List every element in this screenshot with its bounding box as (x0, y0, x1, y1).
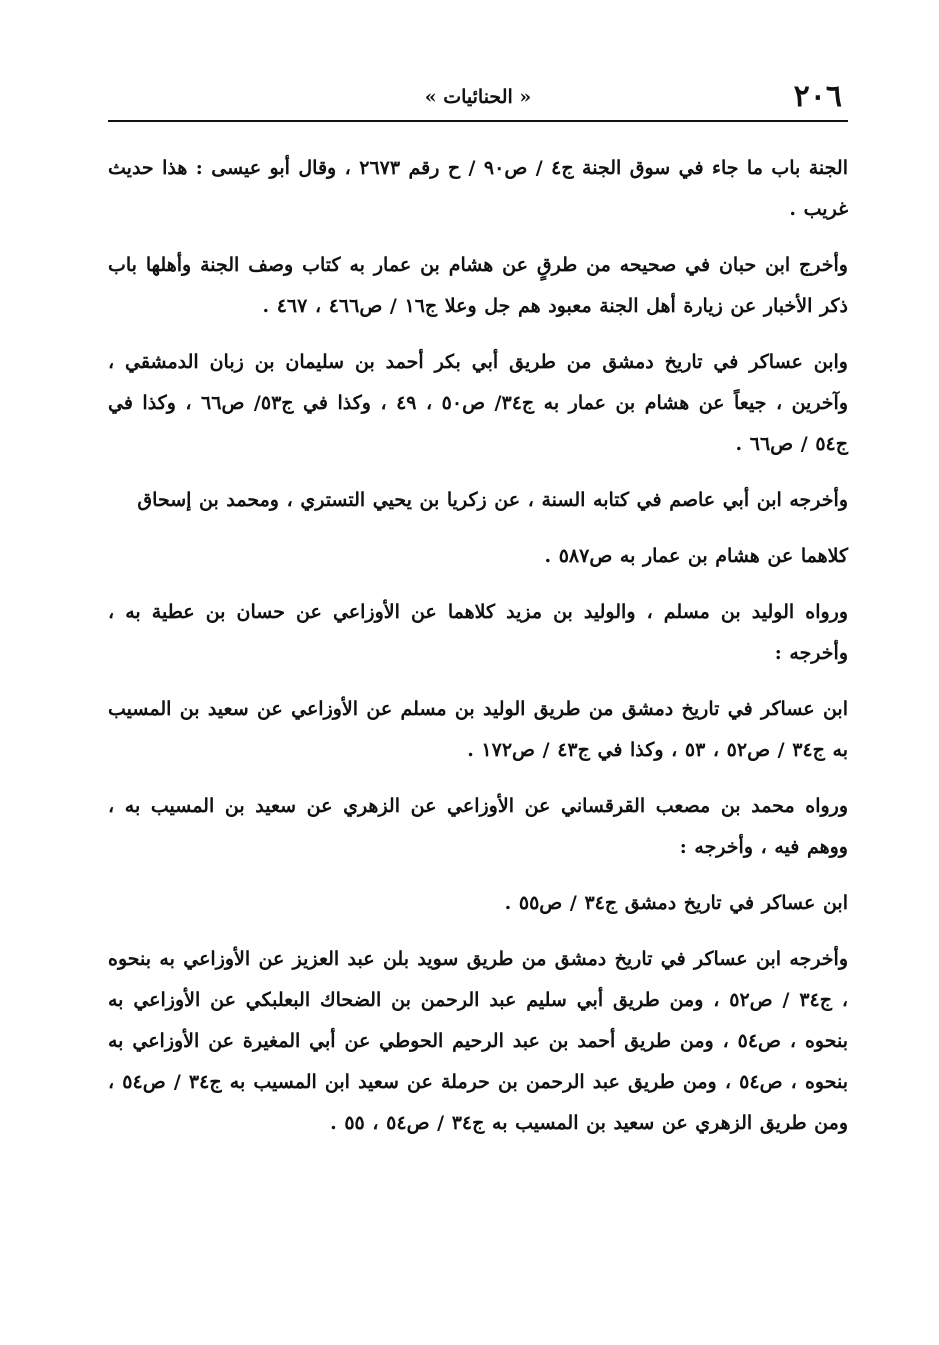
paragraph: وأخرج ابن حبان في صحيحه من طرقٍ عن هشام بن عمار به كتاب وصف الجنة وأهلها باب ذكر الأخبار عن زيارة أهل الجنة معبود هم جل وعلا ج١٦ / ص٤٦٦ ، ٤٦٧ . (108, 254, 848, 317)
paragraph: وأخرجه ابن عساكر في تاريخ دمشق من طريق سويد بلن عبد العزيز عن الأوزاعي به بنحوه ، ج٣٤ / ص٥٢ ، ومن طريق أبي سليم عبد الرحمن بن الضحاك البعلبكي عن الأوزاعي به بنحوه ، ص٥٤ ، ومن طريق أحمد بن عبد الرحيم الحوطي عن أبي المغيرة عن الأوزاعي به بنحوه ، ص٥٤ ، ومن طريق عبد الرحمن بن حرملة عن سعيد ابن المسيب به ج٣٤ / ص٥٤ ، ومن طريق الزهري عن سعيد بن المسيب به ج٣٤ / ص٥٤ ، ٥٥ . (108, 948, 849, 1134)
page-number: ٢٠٦ (793, 79, 842, 114)
page-header (108, 78, 848, 122)
paragraph: ورواه محمد بن مصعب القرقساني عن الأوزاعي عن الزهري عن سعيد بن المسيب به ، ووهم فيه ، وأخرجه : (108, 795, 848, 858)
paragraph: وأخرجه ابن أبي عاصم في كتابه السنة ، عن زكريا بن يحيي التستري ، ومحمد بن إسحاق (137, 489, 848, 511)
running-title: « الحنائيات » (424, 86, 532, 108)
paragraph: ابن عساكر في تاريخ دمشق من طريق الوليد بن مسلم عن الأوزاعي عن سعيد بن المسيب به ج٣٤ / ص٥٢ ، ٥٣ ، وكذا في ج٤٣ / ص١٧٢ . (108, 698, 848, 761)
page-body (108, 148, 848, 1159)
header-divider (108, 120, 848, 122)
paragraph: وابن عساكر في تاريخ دمشق من طريق أبي بكر أحمد بن سليمان بن زبان الدمشقي ، وآخرين ، جيعاً عن هشام بن عمار به ج٣٤/ ص٥٠ ، ٤٩ ، وكذا في ج٥٣/ ص٦٦ ، وكذا في ج٥٤ / ص٦٦ . (108, 351, 849, 455)
paragraph: كلاهما عن هشام بن عمار به ص٥٨٧ . (544, 545, 848, 567)
paragraph: ابن عساكر في تاريخ دمشق ج٣٤ / ص٥٥ . (504, 892, 848, 914)
book-page (108, 78, 848, 1318)
paragraph: الجنة باب ما جاء في سوق الجنة ج٤ / ص٩٠ / ح رقم ٢٦٧٣ ، وقال أبو عيسى : هذا حديث غريب . (108, 157, 848, 220)
paragraph: ورواه الوليد بن مسلم ، والوليد بن مزيد كلاهما عن الأوزاعي عن حسان بن عطية به ، وأخرجه : (108, 601, 848, 664)
